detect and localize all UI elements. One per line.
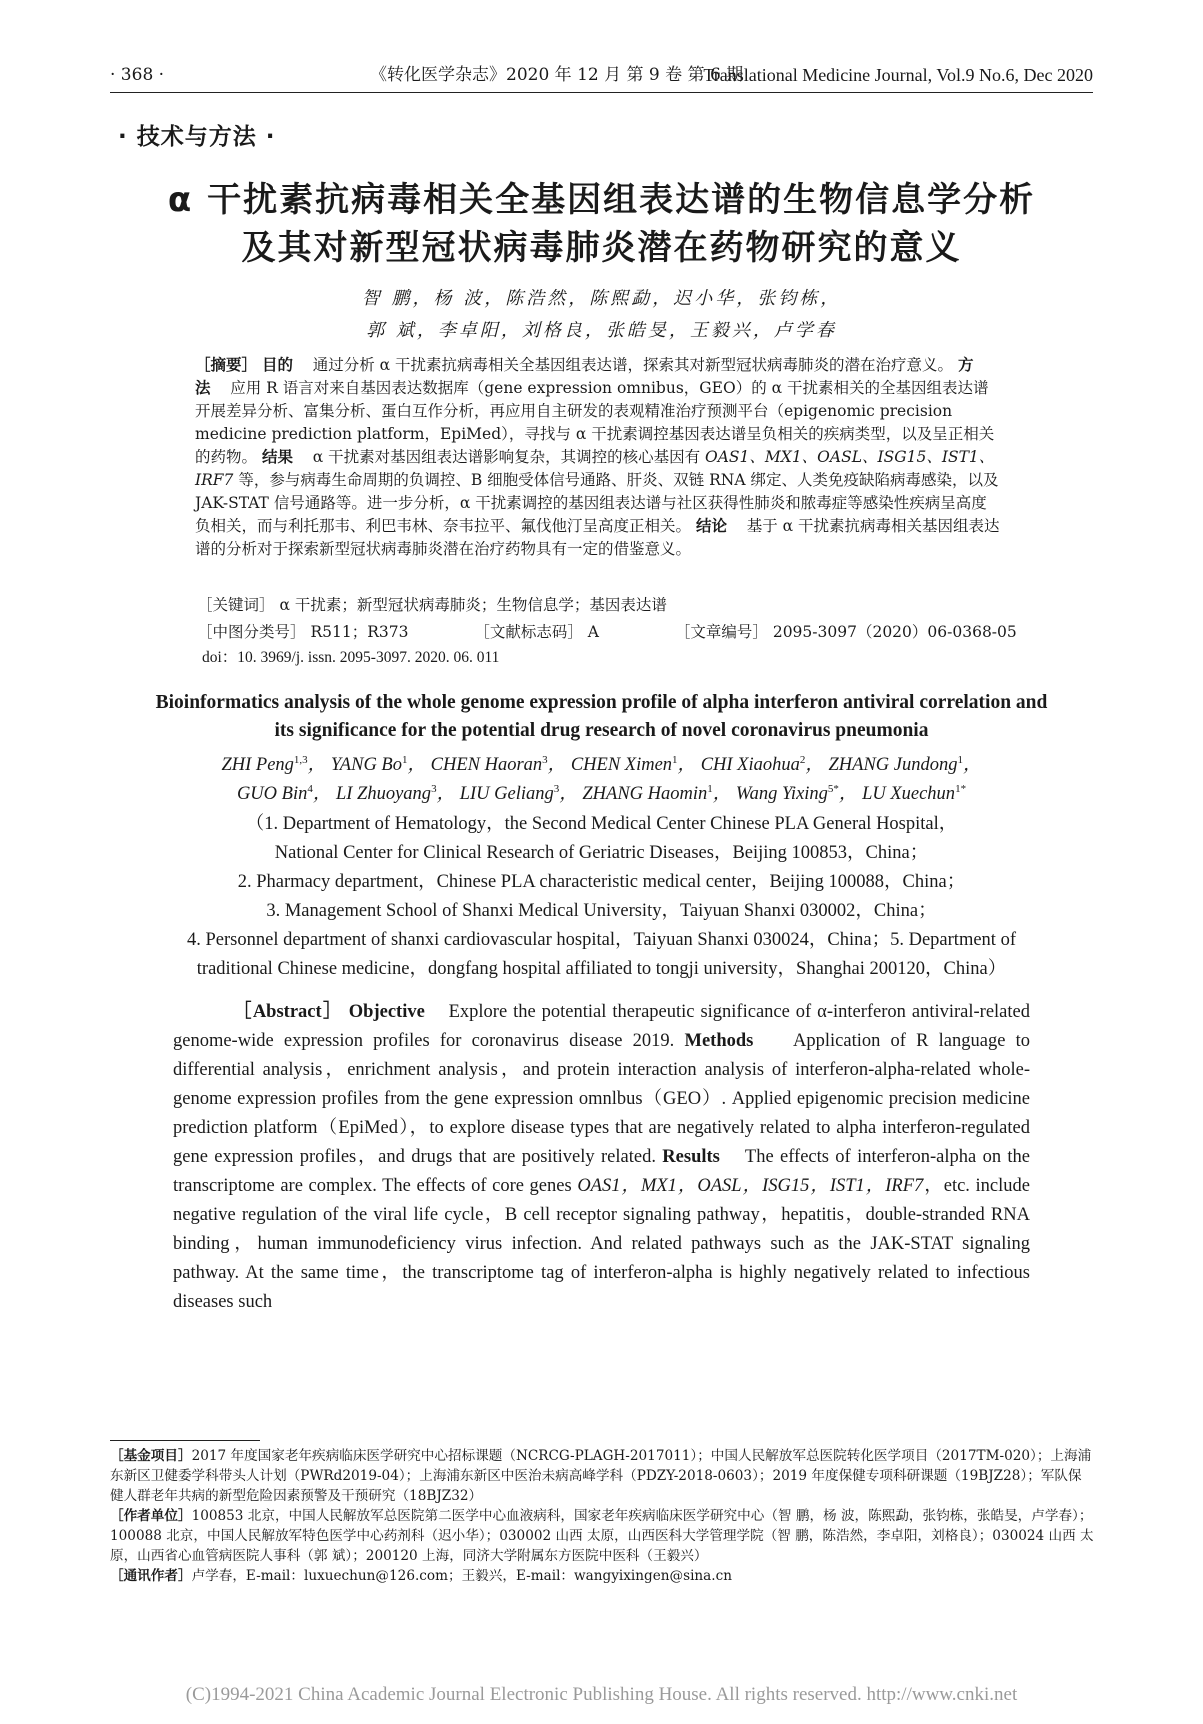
author-en: GUO Bin	[236, 784, 308, 804]
author-sup: 1	[957, 753, 964, 766]
author-en: Wang Yixing	[735, 784, 828, 804]
author-en: ZHANG Haomin	[582, 784, 708, 804]
keywords-text: α 干扰素；新型冠状病毒肺炎；生物信息学；基因表达谱	[279, 596, 667, 614]
affiliation-note-text: 100853 北京，中国人民解放军总医院第二医学中心血液病科，国家老年疾病临床医学研究中心（智 鹏，杨 波，陈熙勐，张钧栋，张皓旻，卢学春）；100088 北京，中国人民解放军特色医学中心药剂科（迟小华）；030002 山西 太原，山西医科大学管理学院（智 鹏，陈浩然，李卓阳，刘格良）；030024 山西 太原，山西省心血管病医院人事科（郭 斌）；200120 上海，同济大学附属东方医院中医科（王毅兴）	[110, 1508, 1094, 1564]
results-cn-genes: OAS1、MX1、OASL、ISG15、IST1、IRF7	[195, 448, 995, 489]
affiliation-line: 3. Management School of Shanxi Medical University，Taiyuan Shanxi 030002，China；	[266, 901, 937, 921]
results-en-label: Results	[662, 1147, 720, 1167]
results-cn-text-post: 等，参与病毒生命周期的负调控、B 细胞受体信号通路、肝炎、双链 RNA 绑定、人类免疫缺陷病毒感染，以及 JAK-STAT 信号通路等。进一步分析，α 干扰素调控的基因组表达谱与社区获得性肺炎和脓毒症等感染性疾病呈高度负相关，而与利托那韦、利巴韦林、奈韦拉平、氟伐他汀呈高度正相关。	[195, 471, 999, 535]
results-en-text-post: ，etc. include negative regulation of the viral life cycle，B cell receptor signaling pathway，hepatitis，double-stranded RNA binding，human immunodeficiency virus infection. And related pathways such as the JAK-STAT signaling pathway. At the same time，the transcriptome tag of interferon-alpha is highly negatively related to infectious diseases such	[173, 1176, 1030, 1312]
affiliation-line: 2. Pharmacy department，Chinese PLA characteristic medical center，Beijing 100088，China；	[237, 872, 966, 892]
affiliation-line: traditional Chinese medicine，dongfang hospital affiliated to tongji university，Shanghai 200120，China）	[196, 959, 1007, 979]
author-sup: 4	[307, 782, 313, 795]
author-en: ZHANG Jundong	[828, 755, 958, 775]
journal-name-cn: 《转化医学杂志》2020 年 12 月 第 9 卷 第 6 期	[370, 65, 744, 85]
results-en-genes: OAS1，MX1，OASL，ISG15，IST1，IRF7	[577, 1176, 924, 1196]
authors-cn-line1: 智 鹏，杨 波，陈浩然，陈熙勐，迟小华，张钧栋，	[361, 288, 842, 309]
author-sup: 5*	[827, 782, 839, 795]
results-cn-text-pre: α 干扰素对基因组表达谱影响复杂，其调控的核心基因有	[312, 448, 701, 466]
abstract-cn-label: ［摘要］	[195, 356, 258, 374]
objective-en-text: Explore the potential therapeutic significance of α-interferon antiviral-related genome-wide expression profiles for coronavirus disease 2019.	[173, 1002, 1030, 1051]
funding-note	[110, 1446, 1095, 1506]
author-en: CHI Xiaohua	[700, 755, 800, 775]
methods-cn-text: 应用 R 语言对来自基因表达数据库（gene expression omnibus，GEO）的 α 干扰素相关的全基因组表达谱开展差异分析、富集分析、蛋白互作分析，再应用自主研发的表观精准治疗预测平台（epigenomic precision medicine prediction platform，EpiMed），寻找与 α 干扰素调控基因表达谱呈负相关的疾病类型，以及呈正相关的药物。	[195, 379, 995, 466]
funding-text: 2017 年度国家老年疾病临床医学研究中心招标课题（NCRCG-PLAGH-2017011）；中国人民解放军总医院转化医学项目（2017TM-020）；上海浦东新区卫健委学科带头人计划（PWRd2019-04）；上海浦东新区中医治未病高峰学科（PDZY-2018-0603）；2019 年度保健专项科研课题（19BJZ28）；军队保健人群老年共病的新型危险因素预警及干预研究（18BJZ32）	[110, 1448, 1092, 1504]
author-sup: 3	[553, 782, 560, 795]
author-en: YANG Bo	[330, 755, 402, 775]
conclusion-cn-text: 基于 α 干扰素抗病毒相关基因组表达谱的分析对于探索新型冠状病毒肺炎潜在治疗药物具有一定的借鉴意义。	[195, 517, 1000, 558]
article-no-label: ［文章编号］	[674, 623, 768, 641]
author-sup: 1	[672, 753, 678, 766]
keywords-row	[197, 594, 667, 616]
author-sup: 3	[431, 782, 437, 795]
objective-en-label: Objective	[348, 1002, 425, 1022]
methods-en-text: Application of R language to differential analysis，enrichment analysis，and protein interaction analysis of interferon-alpha-related whole-genome expression profiles from the gene expression omnlbus（GEO）. Applied epigenomic precision medicine prediction platform（EpiMed），to explore disease types that are negatively related to alpha interferon-regulated gene expression profiles，and drugs that are positively related.	[173, 1031, 1030, 1167]
keywords-label: ［关键词］	[197, 596, 275, 614]
author-sup: 1*	[955, 782, 967, 795]
running-header	[110, 62, 1093, 93]
affiliation-note-label: ［作者单位］	[110, 1508, 192, 1524]
footnote-divider	[110, 1440, 260, 1441]
affiliation-note	[110, 1506, 1095, 1566]
affiliation-line: 4. Personnel department of shanxi cardiovascular hospital，Taiyuan Shanxi 030024，China；5. Department of	[187, 930, 1016, 950]
results-en-text-pre: The effects of interferon-alpha on the transcriptome are complex. The effects of core genes	[173, 1147, 1031, 1196]
clc-label: ［中图分类号］	[197, 623, 306, 641]
author-en: CHEN Ximen	[570, 755, 673, 775]
methods-en-label: Methods	[684, 1031, 754, 1051]
journal-name-en: Translational Medicine Journal, Vol.9 No.6, Dec 2020	[703, 65, 1093, 85]
author-en: LI Zhuoyang	[335, 784, 432, 804]
author-sup: 2	[799, 753, 806, 766]
title-en-line2: its significance for the potential drug research of novel coronavirus pneumonia	[274, 720, 929, 741]
authors-en-line1: ZHI Peng$^{1,3}$， YANG Bo$^1$， CHEN Haoran$^3$， CHEN Ximen$^1$， CHI Xiaohua$^2$， ZHANG Jundong$^1$，	[221, 753, 982, 775]
author-en: CHEN Haoran	[430, 755, 543, 775]
results-cn-label: 结果	[261, 448, 293, 466]
article-no-value: 2095-3097（2020）06-0368-05	[772, 623, 1017, 641]
copyright-watermark: (C)1994-2021 China Academic Journal Electronic Publishing House. All rights reserved. http://www.cnki.net	[185, 1684, 1018, 1705]
doc-code-label: ［文献标志码］	[474, 623, 583, 641]
clc-value: R511；R373	[310, 623, 409, 641]
objective-cn-text: 通过分析 α 干扰素抗病毒相关全基因组表达谱，探索其对新型冠状病毒肺炎的潜在治疗意义。	[312, 356, 954, 374]
correspondence-label: ［通讯作者］	[110, 1568, 192, 1584]
section-tag: · 技术与方法 ·	[118, 124, 276, 150]
author-en: LIU Geliang	[459, 784, 554, 804]
author-en: ZHI Peng	[221, 755, 294, 775]
title-en-line1: Bioinformatics analysis of the whole genome expression profile of alpha interferon antiviral correlation and	[155, 692, 1048, 713]
doc-code-value: A	[587, 623, 599, 641]
affiliation-line: （1. Department of Hematology，the Second Medical Center Chinese PLA General Hospital，	[245, 814, 958, 834]
methods-cn-label: 方法	[195, 356, 974, 397]
abstract-en	[173, 998, 1030, 1317]
funding-label: ［基金项目］	[110, 1448, 192, 1464]
correspondence-text: 卢学春，E-mail：luxuechun@126.com；王毅兴，E-mail：wangyixingen@sina.cn	[191, 1568, 732, 1584]
author-sup: 1	[707, 782, 713, 795]
title-cn-line2: 及其对新型冠状病毒肺炎潜在药物研究的意义	[241, 228, 962, 268]
footnotes	[110, 1446, 1095, 1586]
doi: doi：10. 3969/j. issn. 2095-3097. 2020. 06. 011	[202, 649, 500, 666]
abstract-en-label: ［Abstract］	[233, 1002, 343, 1022]
authors-cn-line2: 郭 斌，李卓阳，刘格良，张皓旻，王毅兴，卢学春	[366, 320, 837, 341]
authors-en-line2: GUO Bin$^4$， LI Zhuoyang$^3$， LIU Geliang$^3$， ZHANG Haomin$^1$， Wang Yixing$^{5*}$， LU Xuechun$^{1*}$	[236, 782, 967, 804]
affiliation-line: National Center for Clinical Research of Geriatric Diseases，Beijing 100853，China；	[274, 843, 929, 863]
conclusion-cn-label: 结论	[695, 517, 727, 535]
correspondence-note	[110, 1566, 1095, 1586]
page-number: · 368 ·	[110, 65, 165, 85]
objective-cn-label: 目的	[261, 356, 293, 374]
abstract-cn	[195, 354, 1001, 561]
author-sup: 1,3	[293, 753, 308, 766]
author-en: LU Xuechun	[862, 784, 956, 804]
author-sup: 1	[402, 753, 408, 766]
author-sup: 3	[542, 753, 548, 766]
title-cn-line1: α 干扰素抗病毒相关全基因组表达谱的生物信息学分析	[167, 180, 1036, 220]
classification-row	[197, 621, 1017, 643]
